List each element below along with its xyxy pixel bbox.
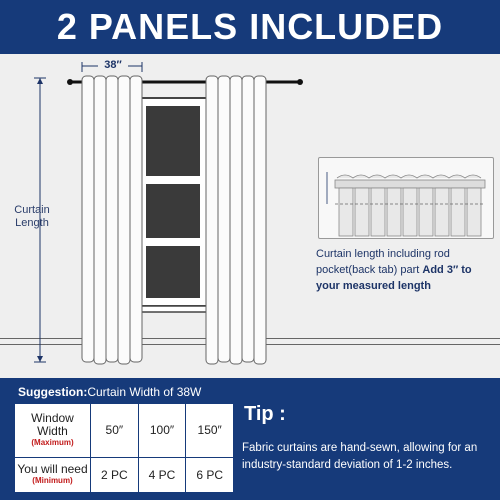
table-row [15, 457, 234, 492]
page-title: 2 PANELS INCLUDED [0, 0, 500, 54]
table-cell: 2 PC [91, 457, 139, 492]
table-row-header: Window Width (Maximum) [15, 404, 91, 458]
length-dimension-label: Curtain Length [14, 204, 50, 229]
table-cell: 4 PC [138, 457, 186, 492]
tip-text: Fabric curtains are hand-sewn, allowing for an industry-standard deviation of 1-2 inches. [242, 442, 478, 471]
table-row-header: You will need (Minimum) [15, 457, 91, 492]
table-cell: 100″ [138, 404, 186, 458]
rod-pocket-illustration [319, 158, 492, 237]
table-cell: 6 PC [186, 457, 234, 492]
suggestion-text: Suggestion:Curtain Width of 38W [18, 385, 202, 399]
tip-heading: Tip : [244, 403, 286, 425]
rod-pocket-detail [318, 157, 494, 239]
rod-pocket-note: Curtain length including rod pocket(back tab) part Add 3″ to your measured length [316, 248, 472, 292]
size-table [14, 403, 234, 493]
table-cell: 150″ [186, 404, 234, 458]
width-dimension-label: 38″ [98, 59, 128, 71]
table-cell: 50″ [91, 404, 139, 458]
table-row [15, 404, 234, 458]
